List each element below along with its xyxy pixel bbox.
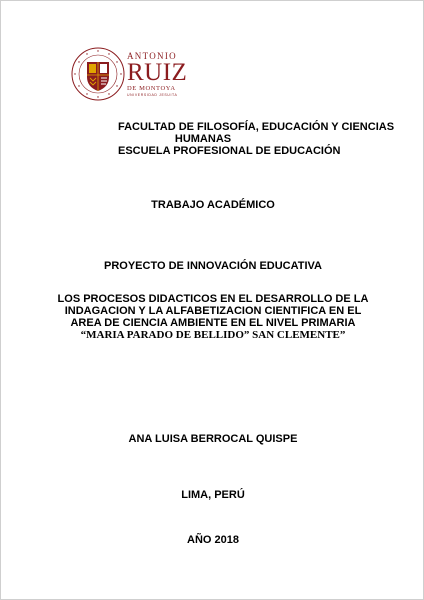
project-title-line-4: “MARIA PARADO DE BELLIDO” SAN CLEMENTE” <box>80 329 346 341</box>
university-seal-icon <box>71 47 125 101</box>
project-title-line-2: INDAGACION Y LA ALFABETIZACION CIENTIFICA EN EL <box>64 305 362 317</box>
year: AÑO 2018 <box>187 534 239 546</box>
brand-top: ANTONIO <box>127 51 177 61</box>
brand-sub: DE MONTOYA <box>127 85 176 92</box>
faculty-line-1: FACULTAD DE FILOSOFÍA, EDUCACIÓN Y CIENCIAS <box>118 121 395 133</box>
faculty-block <box>118 121 418 157</box>
project-title <box>1 293 424 341</box>
project-title-line-3: AREA DE CIENCIA AMBIENTE EN EL NIVEL PRIMARIA <box>70 317 356 329</box>
author-name: ANA LUISA BERROCAL QUISPE <box>128 433 298 445</box>
school-line: ESCUELA PROFESIONAL DE EDUCACIÓN <box>118 145 341 157</box>
project-label: PROYECTO DE INNOVACIÓN EDUCATIVA <box>104 260 322 272</box>
faculty-line-2: HUMANAS <box>174 133 232 145</box>
place: LIMA, PERÚ <box>181 489 245 501</box>
brand-main: RUIZ <box>127 59 188 86</box>
project-title-line-1: LOS PROCESOS DIDACTICOS EN EL DESARROLLO DE LA <box>57 293 369 305</box>
work-type: TRABAJO ACADÉMICO <box>151 199 275 211</box>
brand-tag: UNIVERSIDAD JESUITA <box>127 93 178 97</box>
university-wordmark <box>127 51 187 97</box>
university-logo <box>71 45 188 103</box>
